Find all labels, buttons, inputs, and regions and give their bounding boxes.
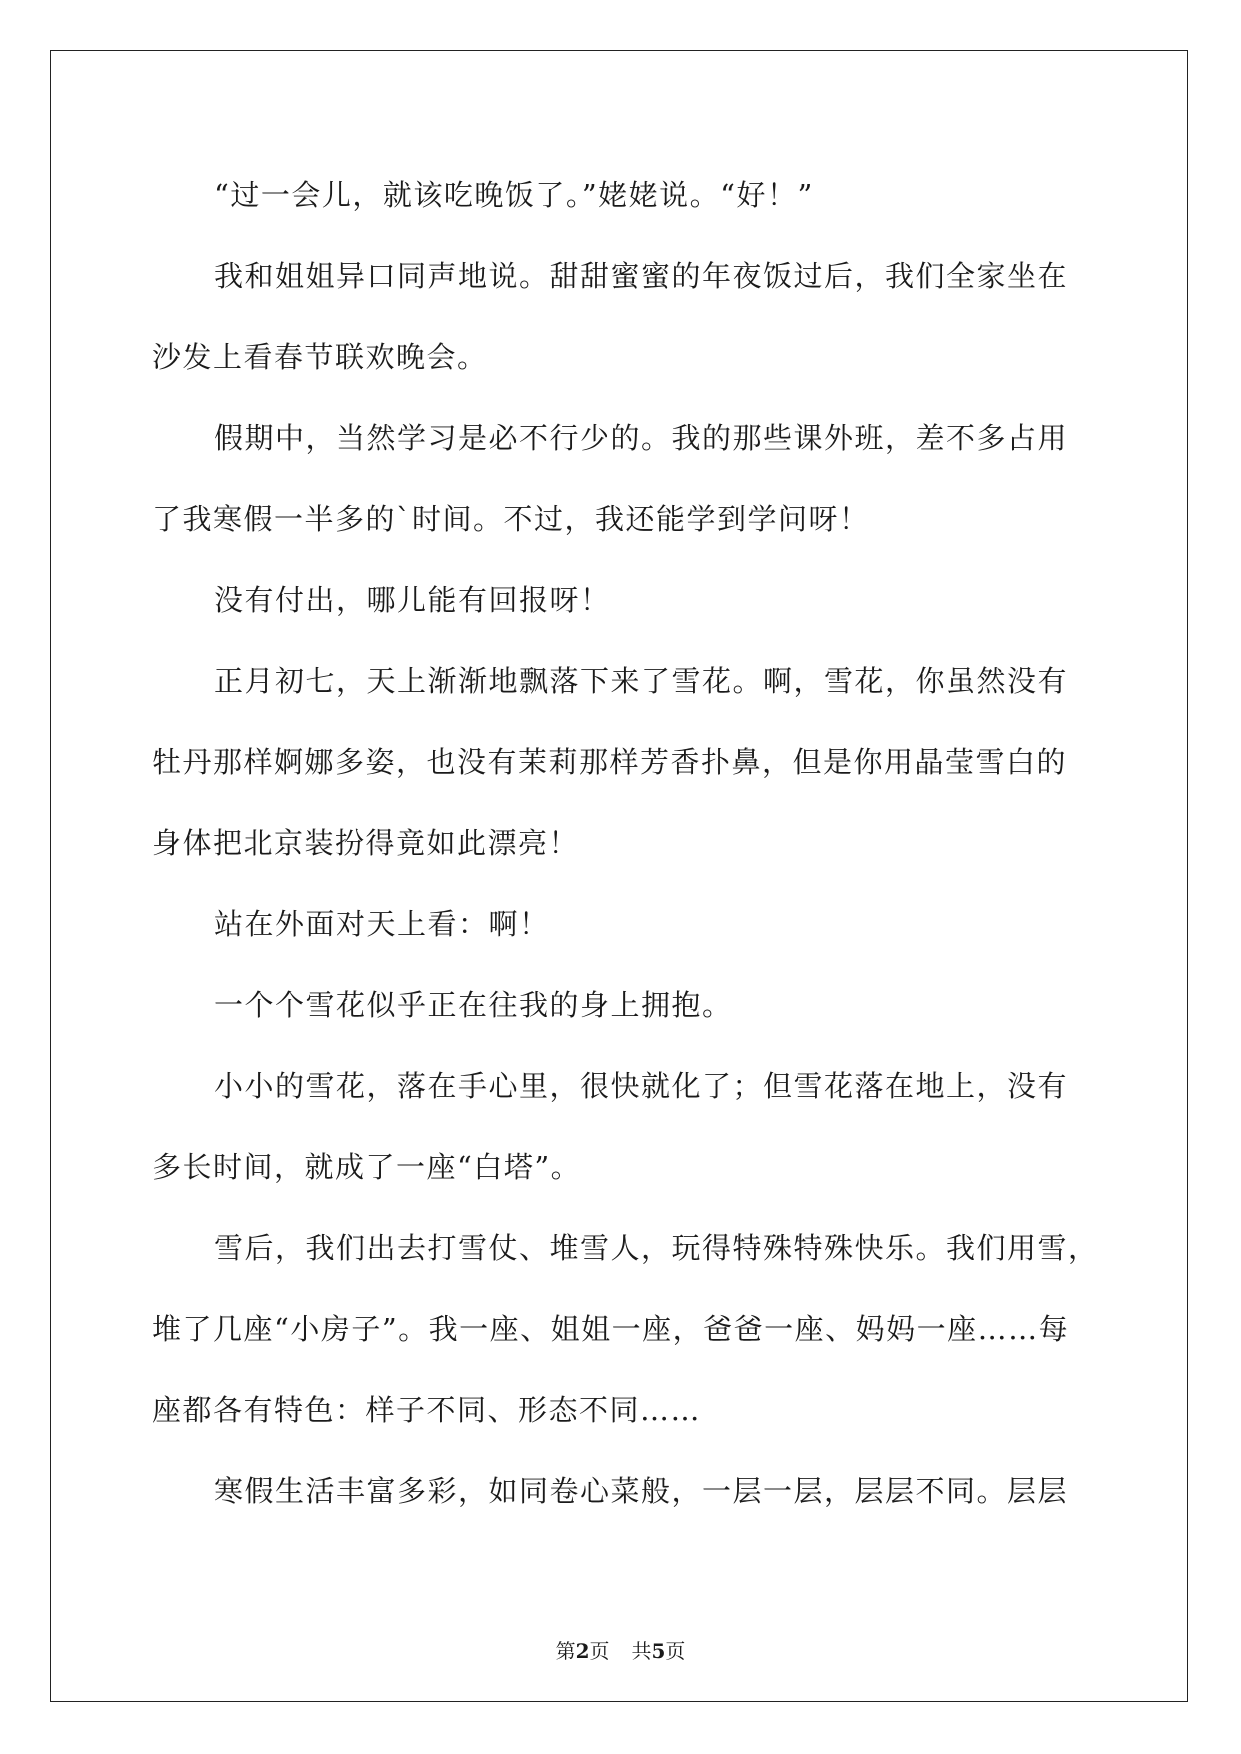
text-line: 正月初七，天上渐渐地飘落下来了雪花。啊，雪花，你虽然没有 [214,664,1069,698]
document-body [152,155,1099,1532]
text-line: 寒假生活丰富多彩，如同卷心菜般，一层一层，层层不同。层层 [214,1474,1069,1508]
text-line: 我和姐姐异口同声地说。甜甜蜜蜜的年夜饭过后，我们全家坐在 [214,259,1069,293]
text-line: 了我寒假一半多的`时间。不过，我还能学到学问呀！ [152,502,870,536]
text-line: 假期中，当然学习是必不行少的。我的那些课外班，差不多占用 [214,421,1069,455]
text-line: 雪后，我们出去打雪仗、堆雪人，玩得特殊特殊快乐。我们用雪， [214,1231,1099,1265]
text-line: “过一会儿，就该吃晚饭了。”姥姥说。“好！” [214,178,814,212]
text-line: 小小的雪花，落在手心里，很快就化了；但雪花落在地上，没有 [214,1069,1069,1103]
text-line: 座都各有特色：样子不同、形态不同…… [152,1393,702,1427]
text-line: 堆了几座“小房子”。我一座、姐姐一座，爸爸一座、妈妈一座……每 [152,1312,1070,1346]
text-line: 一个个雪花似乎正在往我的身上拥抱。 [214,988,733,1022]
text-line: 牡丹那样婀娜多姿，也没有茉莉那样芳香扑鼻，但是你用晶莹雪白的 [152,745,1068,779]
page-footer [0,1635,1241,1664]
text-line: 身体把北京装扮得竟如此漂亮！ [152,826,580,860]
text-line: 沙发上看春节联欢晚会。 [152,340,488,374]
text-line: 站在外面对天上看：啊！ [214,907,550,941]
text-line: 没有付出，哪儿能有回报呀！ [214,583,611,617]
page-number: 第2页 [555,1639,610,1663]
page-total: 共5页 [631,1639,686,1663]
text-line: 多长时间，就成了一座“白塔”。 [152,1150,582,1184]
